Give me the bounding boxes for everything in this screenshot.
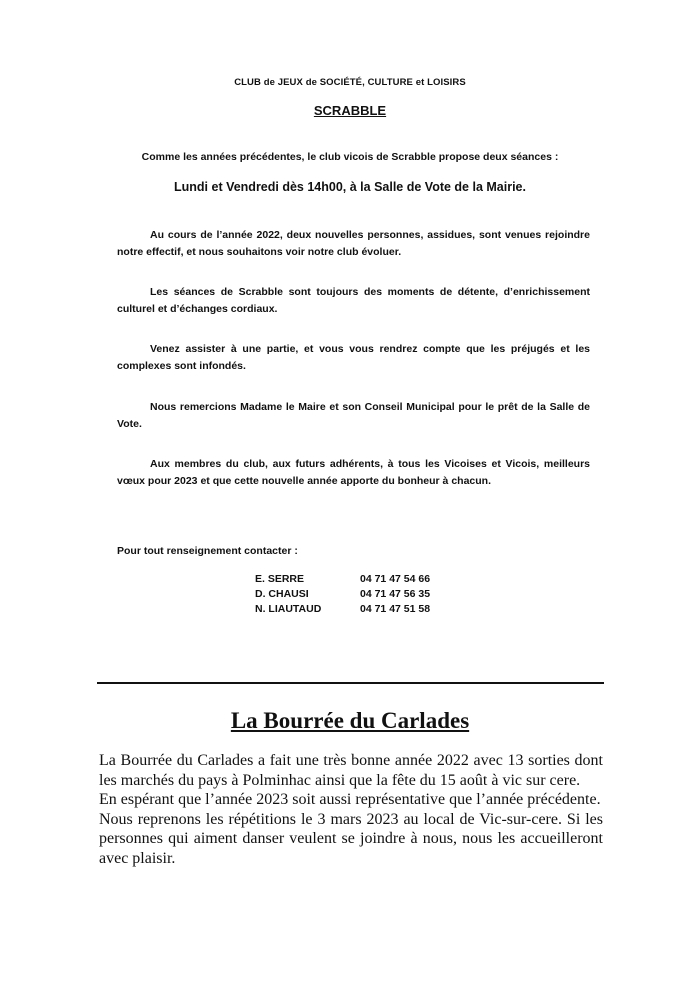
bourree-paragraph: En espérant que l’année 2023 soit aussi représentative que l’année précédente.	[99, 791, 601, 808]
contact-name: N. LIAUTAUD	[255, 603, 322, 615]
scrabble-title: SCRABBLE	[313, 103, 387, 118]
contact-phone: 04 71 47 54 66	[360, 573, 431, 585]
scrabble-intro: Comme les années précédentes, le club vicois de Scrabble propose deux séances :	[141, 151, 559, 163]
contact-lead: Pour tout renseignement contacter :	[117, 545, 298, 557]
contact-list	[255, 572, 480, 617]
club-header: CLUB de JEUX de SOCIÉTÉ, CULTURE et LOISIRS	[234, 77, 466, 88]
contact-row	[255, 602, 480, 617]
scrabble-paragraph: Venez assister à une partie, et vous vous rendrez compte que les préjugés et les complexes sont infondés.	[117, 343, 590, 372]
scrabble-paragraph: Au cours de l’année 2022, deux nouvelles personnes, assidues, sont venues rejoindre notre effectif, et nous souhaitons voir notre club évoluer.	[117, 229, 590, 258]
bourree-title: La Bourrée du Carlades	[230, 708, 470, 733]
scrabble-paragraph: Aux membres du club, aux futurs adhérents, à tous les Vicoises et Vicois, meilleurs vœux pour 2023 et que cette nouvelle année apporte du bonheur à chacun.	[117, 458, 590, 487]
bourree-body	[99, 751, 603, 868]
contact-row	[255, 572, 480, 587]
contact-row	[255, 587, 480, 602]
scrabble-schedule: Lundi et Vendredi dès 14h00, à la Salle de Vote de la Mairie.	[174, 180, 526, 194]
contact-name: D. CHAUSI	[255, 588, 309, 600]
scrabble-paragraph: Les séances de Scrabble sont toujours des moments de détente, d’enrichissement culturel et d’échanges cordiaux.	[117, 286, 590, 315]
contact-phone: 04 71 47 56 35	[360, 588, 431, 600]
bourree-paragraph: Nous reprenons les répétitions le 3 mars 2023 au local de Vic-sur-cere. Si les personnes qui aiment danser veulent se joindre à nous, nous les accueilleront avec plaisir.	[99, 810, 603, 867]
bourree-paragraph: La Bourrée du Carlades a fait une très bonne année 2022 avec 13 sorties dont les marchés du pays à Polminhac ainsi que la fête du 15 août à vic sur cere.	[99, 752, 603, 789]
scrabble-paragraph: Nous remercions Madame le Maire et son Conseil Municipal pour le prêt de la Salle de Vote.	[117, 401, 590, 430]
contact-phone: 04 71 47 51 58	[360, 603, 431, 615]
contact-name: E. SERRE	[255, 573, 305, 585]
section-divider	[97, 682, 604, 684]
